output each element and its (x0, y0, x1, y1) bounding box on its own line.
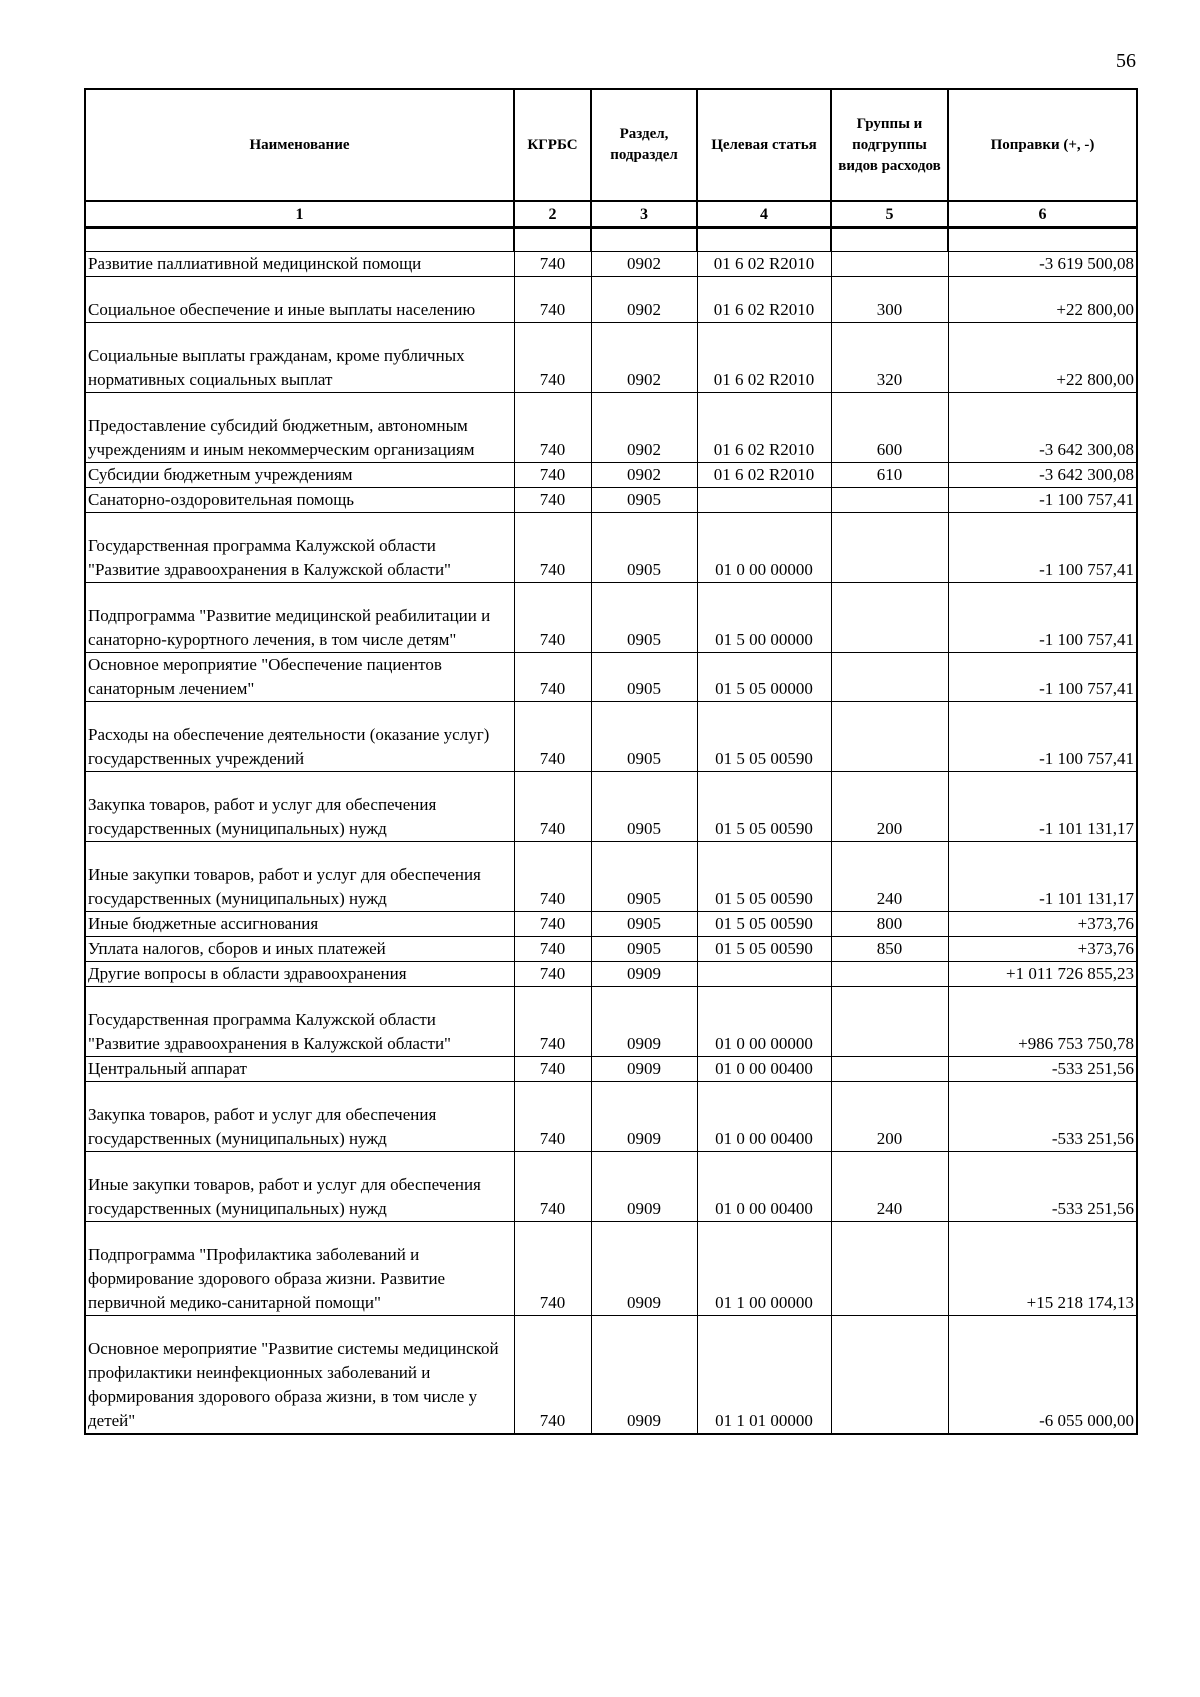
table-row (85, 912, 1137, 937)
row-target-article: 01 1 00 00000 (697, 1222, 831, 1316)
row-kgrbs: 740 (514, 1057, 591, 1082)
row-section: 0909 (591, 1057, 697, 1082)
table-row (85, 842, 1137, 912)
row-kgrbs: 740 (514, 513, 591, 583)
row-amendment: -3 642 300,08 (948, 393, 1137, 463)
row-amendment: +15 218 174,13 (948, 1222, 1137, 1316)
row-kgrbs: 740 (514, 842, 591, 912)
row-expense-group (831, 1316, 948, 1434)
row-target-article: 01 6 02 R2010 (697, 277, 831, 323)
row-target-article: 01 5 05 00590 (697, 912, 831, 937)
row-section: 0905 (591, 842, 697, 912)
row-amendment: -1 100 757,41 (948, 583, 1137, 653)
row-target-article: 01 6 02 R2010 (697, 252, 831, 277)
row-expense-group: 600 (831, 393, 948, 463)
row-target-article: 01 0 00 00000 (697, 987, 831, 1057)
row-amendment: -3 642 300,08 (948, 463, 1137, 488)
table-row (85, 393, 1137, 463)
row-section: 0905 (591, 653, 697, 702)
row-amendment: -1 100 757,41 (948, 513, 1137, 583)
row-name: Иные закупки товаров, работ и услуг для обеспечения государственных (муниципальных) нужд (85, 842, 514, 912)
header-group: Группы и подгруппы видов расходов (831, 89, 948, 201)
row-name: Предоставление субсидий бюджетным, автономным учреждениям и иным некоммерческим организациям (85, 393, 514, 463)
row-expense-group (831, 1222, 948, 1316)
row-amendment: +373,76 (948, 937, 1137, 962)
row-target-article: 01 5 05 00590 (697, 772, 831, 842)
row-section: 0905 (591, 702, 697, 772)
row-kgrbs: 740 (514, 252, 591, 277)
table-row (85, 772, 1137, 842)
row-name: Государственная программа Калужской области "Развитие здравоохранения в Калужской области" (85, 513, 514, 583)
header-target: Целевая статья (697, 89, 831, 201)
row-section: 0902 (591, 252, 697, 277)
row-amendment: -533 251,56 (948, 1152, 1137, 1222)
table-row (85, 702, 1137, 772)
row-amendment: -3 619 500,08 (948, 252, 1137, 277)
row-amendment: -6 055 000,00 (948, 1316, 1137, 1434)
header-section: Раздел, подраздел (591, 89, 697, 201)
row-name: Государственная программа Калужской области "Развитие здравоохранения в Калужской области" (85, 987, 514, 1057)
row-expense-group (831, 252, 948, 277)
table-row (85, 277, 1137, 323)
row-name: Субсидии бюджетным учреждениям (85, 463, 514, 488)
row-name: Санаторно-оздоровительная помощь (85, 488, 514, 513)
header-kgrbs: КГРБС (514, 89, 591, 201)
row-expense-group (831, 583, 948, 653)
row-section: 0905 (591, 937, 697, 962)
row-target-article: 01 5 00 00000 (697, 583, 831, 653)
row-section: 0905 (591, 772, 697, 842)
table-row (85, 962, 1137, 987)
row-target-article: 01 5 05 00590 (697, 842, 831, 912)
row-kgrbs: 740 (514, 912, 591, 937)
row-kgrbs: 740 (514, 962, 591, 987)
row-name: Уплата налогов, сборов и иных платежей (85, 937, 514, 962)
row-expense-group (831, 1057, 948, 1082)
row-name: Другие вопросы в области здравоохранения (85, 962, 514, 987)
row-expense-group (831, 962, 948, 987)
table-row (85, 1082, 1137, 1152)
row-kgrbs: 740 (514, 1316, 591, 1434)
table-row (85, 1222, 1137, 1316)
row-target-article: 01 0 00 00400 (697, 1057, 831, 1082)
row-name: Иные бюджетные ассигнования (85, 912, 514, 937)
row-expense-group (831, 987, 948, 1057)
row-kgrbs: 740 (514, 937, 591, 962)
table-row (85, 323, 1137, 393)
row-name: Подпрограмма "Профилактика заболеваний и формирование здорового образа жизни. Развитие первичной медико-санитарной помощи" (85, 1222, 514, 1316)
row-expense-group: 240 (831, 1152, 948, 1222)
table-row (85, 937, 1137, 962)
row-section: 0902 (591, 463, 697, 488)
budget-amendments-table (84, 88, 1138, 1435)
row-target-article: 01 6 02 R2010 (697, 393, 831, 463)
row-kgrbs: 740 (514, 488, 591, 513)
row-expense-group: 800 (831, 912, 948, 937)
table-row (85, 653, 1137, 702)
row-expense-group: 300 (831, 277, 948, 323)
row-expense-group (831, 653, 948, 702)
row-section: 0905 (591, 583, 697, 653)
table-row (85, 987, 1137, 1057)
column-number: 1 (85, 201, 514, 228)
row-kgrbs: 740 (514, 1222, 591, 1316)
row-expense-group: 240 (831, 842, 948, 912)
row-target-article: 01 0 00 00400 (697, 1082, 831, 1152)
row-kgrbs: 740 (514, 1082, 591, 1152)
column-number-row (85, 201, 1137, 228)
row-expense-group: 200 (831, 772, 948, 842)
row-amendment: +986 753 750,78 (948, 987, 1137, 1057)
row-expense-group: 850 (831, 937, 948, 962)
row-name: Основное мероприятие "Развитие системы медицинской профилактики неинфекционных заболеваний и формирования здорового образа жизни, в том числе у детей" (85, 1316, 514, 1434)
row-amendment: -1 101 131,17 (948, 842, 1137, 912)
row-section: 0909 (591, 962, 697, 987)
row-name: Социальное обеспечение и иные выплаты населению (85, 277, 514, 323)
row-section: 0905 (591, 488, 697, 513)
row-target-article: 01 0 00 00000 (697, 513, 831, 583)
column-number: 3 (591, 201, 697, 228)
row-target-article: 01 6 02 R2010 (697, 323, 831, 393)
table-row (85, 1316, 1137, 1434)
row-kgrbs: 740 (514, 583, 591, 653)
row-section: 0909 (591, 987, 697, 1057)
row-target-article: 01 5 05 00000 (697, 653, 831, 702)
row-amendment: -1 100 757,41 (948, 653, 1137, 702)
row-target-article: 01 1 01 00000 (697, 1316, 831, 1434)
row-amendment: -1 100 757,41 (948, 488, 1137, 513)
row-section: 0902 (591, 393, 697, 463)
row-kgrbs: 740 (514, 702, 591, 772)
row-target-article (697, 962, 831, 987)
row-kgrbs: 740 (514, 323, 591, 393)
row-amendment: +22 800,00 (948, 323, 1137, 393)
column-number: 5 (831, 201, 948, 228)
row-target-article: 01 5 05 00590 (697, 702, 831, 772)
column-number: 4 (697, 201, 831, 228)
row-amendment: -533 251,56 (948, 1082, 1137, 1152)
row-section: 0909 (591, 1082, 697, 1152)
header-spacer-row (85, 228, 1137, 252)
table-row (85, 1057, 1137, 1082)
row-name: Закупка товаров, работ и услуг для обеспечения государственных (муниципальных) нужд (85, 1082, 514, 1152)
row-kgrbs: 740 (514, 277, 591, 323)
row-expense-group: 320 (831, 323, 948, 393)
table-row (85, 1152, 1137, 1222)
header-amend: Поправки (+, -) (948, 89, 1137, 201)
row-section: 0909 (591, 1316, 697, 1434)
row-kgrbs: 740 (514, 463, 591, 488)
row-section: 0905 (591, 912, 697, 937)
row-name: Подпрограмма "Развитие медицинской реабилитации и санаторно-курортного лечения, в том числе детям" (85, 583, 514, 653)
row-name: Социальные выплаты гражданам, кроме публичных нормативных социальных выплат (85, 323, 514, 393)
table-body (85, 252, 1137, 1434)
row-kgrbs: 740 (514, 653, 591, 702)
column-number: 6 (948, 201, 1137, 228)
row-amendment: +22 800,00 (948, 277, 1137, 323)
row-expense-group: 610 (831, 463, 948, 488)
row-name: Иные закупки товаров, работ и услуг для обеспечения государственных (муниципальных) нужд (85, 1152, 514, 1222)
row-amendment: +1 011 726 855,23 (948, 962, 1137, 987)
page-number: 56 (1116, 50, 1136, 72)
table-header-row (85, 89, 1137, 201)
row-section: 0905 (591, 513, 697, 583)
table-row (85, 513, 1137, 583)
table-row (85, 488, 1137, 513)
row-amendment: -1 100 757,41 (948, 702, 1137, 772)
row-kgrbs: 740 (514, 1152, 591, 1222)
table-row (85, 463, 1137, 488)
table-row (85, 252, 1137, 277)
row-name: Закупка товаров, работ и услуг для обеспечения государственных (муниципальных) нужд (85, 772, 514, 842)
row-kgrbs: 740 (514, 772, 591, 842)
row-amendment: +373,76 (948, 912, 1137, 937)
row-target-article (697, 488, 831, 513)
row-name: Развитие паллиативной медицинской помощи (85, 252, 514, 277)
row-section: 0909 (591, 1222, 697, 1316)
row-expense-group (831, 513, 948, 583)
row-section: 0909 (591, 1152, 697, 1222)
row-expense-group (831, 702, 948, 772)
table-row (85, 583, 1137, 653)
row-kgrbs: 740 (514, 987, 591, 1057)
row-section: 0902 (591, 277, 697, 323)
row-expense-group: 200 (831, 1082, 948, 1152)
row-amendment: -533 251,56 (948, 1057, 1137, 1082)
row-target-article: 01 0 00 00400 (697, 1152, 831, 1222)
row-name: Основное мероприятие "Обеспечение пациентов санаторным лечением" (85, 653, 514, 702)
row-kgrbs: 740 (514, 393, 591, 463)
row-name: Центральный аппарат (85, 1057, 514, 1082)
row-section: 0902 (591, 323, 697, 393)
row-target-article: 01 6 02 R2010 (697, 463, 831, 488)
header-name: Наименование (85, 89, 514, 201)
row-target-article: 01 5 05 00590 (697, 937, 831, 962)
row-name: Расходы на обеспечение деятельности (оказание услуг) государственных учреждений (85, 702, 514, 772)
column-number: 2 (514, 201, 591, 228)
row-amendment: -1 101 131,17 (948, 772, 1137, 842)
row-expense-group (831, 488, 948, 513)
